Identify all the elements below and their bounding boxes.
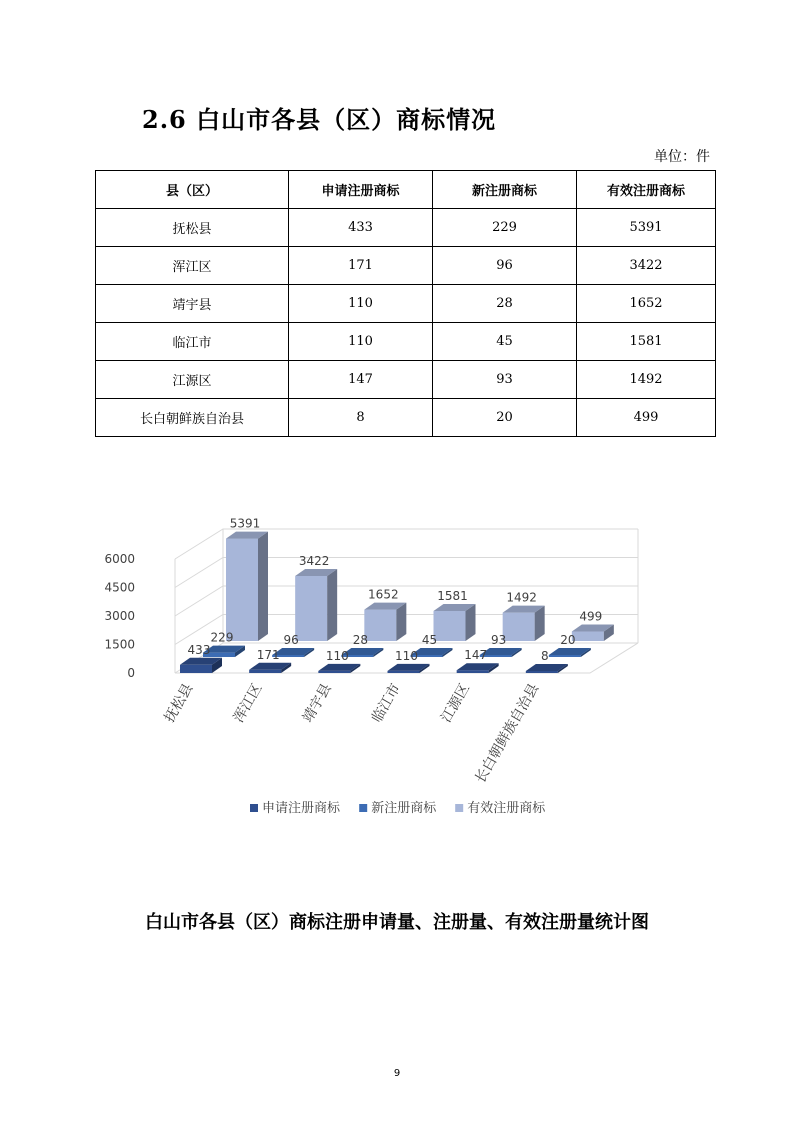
x-tick-label: 江源区 bbox=[438, 681, 474, 726]
bar bbox=[503, 613, 535, 641]
data-label: 8 bbox=[541, 649, 549, 663]
table-row bbox=[96, 399, 716, 437]
table-cell: 长白朝鲜族自治县 bbox=[96, 399, 289, 437]
header-county: 县（区） bbox=[96, 171, 289, 209]
x-tick-label: 靖宇县 bbox=[299, 681, 335, 726]
series-2 bbox=[226, 517, 614, 641]
table-cell: 5391 bbox=[577, 209, 716, 247]
chart-legend bbox=[250, 800, 546, 816]
bar bbox=[318, 671, 350, 673]
table-cell: 499 bbox=[577, 399, 716, 437]
table-cell: 433 bbox=[289, 209, 433, 247]
bar-side bbox=[327, 569, 337, 641]
table-cell: 3422 bbox=[577, 247, 716, 285]
header-new-registrations: 新注册商标 bbox=[433, 171, 577, 209]
data-label: 1652 bbox=[368, 587, 399, 602]
legend-label: 新注册商标 bbox=[371, 801, 437, 816]
trademark-3d-bar-chart bbox=[95, 480, 695, 850]
bar bbox=[180, 665, 212, 673]
y-tick-label: 1500 bbox=[104, 637, 135, 652]
table-row bbox=[96, 209, 716, 247]
table-cell: 1492 bbox=[577, 361, 716, 399]
table-cell: 8 bbox=[289, 399, 433, 437]
data-label: 229 bbox=[210, 630, 234, 645]
section-title: 2.6 白山市各县（区）商标情况 bbox=[142, 105, 497, 134]
data-label: 171 bbox=[256, 647, 280, 662]
table-cell: 浑江区 bbox=[96, 247, 289, 285]
data-label: 45 bbox=[421, 633, 438, 647]
page-number: 9 bbox=[393, 1068, 401, 1079]
y-tick-label: 0 bbox=[127, 666, 135, 680]
bar bbox=[364, 610, 396, 641]
bar bbox=[226, 539, 258, 641]
table-cell: 抚松县 bbox=[96, 209, 289, 247]
table-row bbox=[96, 247, 716, 285]
table-row bbox=[96, 285, 716, 323]
table-cell: 20 bbox=[433, 399, 577, 437]
table-cell: 28 bbox=[433, 285, 577, 323]
data-label: 5391 bbox=[229, 516, 261, 531]
unit-label: 单位：件 bbox=[654, 149, 710, 165]
header-applications: 申请注册商标 bbox=[289, 171, 433, 209]
bar-side bbox=[258, 532, 268, 641]
table-header-row bbox=[96, 171, 716, 209]
data-label: 20 bbox=[560, 633, 576, 647]
table-cell: 110 bbox=[289, 285, 433, 323]
legend-label: 有效注册商标 bbox=[467, 801, 546, 816]
table-cell: 171 bbox=[289, 247, 433, 285]
table-cell: 93 bbox=[433, 361, 577, 399]
bar bbox=[249, 670, 281, 673]
legend-swatch bbox=[455, 804, 463, 812]
legend-label: 申请注册商标 bbox=[262, 801, 341, 816]
data-label: 499 bbox=[579, 609, 603, 624]
bar bbox=[457, 670, 489, 673]
table-row bbox=[96, 361, 716, 399]
bar bbox=[526, 671, 558, 673]
x-tick-label: 抚松县 bbox=[161, 681, 197, 726]
data-label: 110 bbox=[325, 648, 349, 663]
table-cell: 147 bbox=[289, 361, 433, 399]
data-label: 147 bbox=[464, 648, 488, 663]
y-tick-label: 6000 bbox=[104, 552, 135, 566]
data-label: 1492 bbox=[506, 590, 537, 605]
data-label: 3422 bbox=[298, 553, 330, 568]
table-cell: 110 bbox=[289, 323, 433, 361]
data-label: 110 bbox=[395, 648, 418, 663]
bar bbox=[572, 632, 604, 641]
header-valid-registrations: 有效注册商标 bbox=[577, 171, 716, 209]
data-label: 93 bbox=[491, 633, 507, 647]
legend-swatch bbox=[359, 804, 367, 812]
bar bbox=[549, 655, 581, 657]
trademark-table bbox=[95, 170, 716, 437]
x-tick-label: 长白朝鲜族自治县 bbox=[472, 681, 543, 786]
y-tick-label: 3000 bbox=[104, 609, 135, 623]
data-label: 28 bbox=[352, 633, 368, 647]
table-cell: 96 bbox=[433, 247, 577, 285]
table-cell: 临江市 bbox=[96, 323, 289, 361]
data-label: 433 bbox=[187, 642, 211, 657]
table-cell: 江源区 bbox=[96, 361, 289, 399]
table-cell: 229 bbox=[433, 209, 577, 247]
y-tick-label: 4500 bbox=[104, 580, 135, 595]
table-cell: 1652 bbox=[577, 285, 716, 323]
bar bbox=[295, 576, 327, 641]
table-row bbox=[96, 323, 716, 361]
x-tick-label: 临江市 bbox=[369, 681, 404, 726]
figure-caption: 白山市各县（区）商标注册申请量、注册量、有效注册量统计图 bbox=[145, 912, 649, 933]
bar bbox=[434, 611, 466, 641]
bar bbox=[388, 671, 420, 673]
legend-swatch bbox=[250, 804, 258, 812]
data-label: 96 bbox=[283, 633, 299, 647]
x-tick-label: 浑江区 bbox=[230, 681, 266, 726]
table-cell: 靖宇县 bbox=[96, 285, 289, 323]
data-label: 1581 bbox=[437, 588, 468, 603]
table-cell: 1581 bbox=[577, 323, 716, 361]
table-cell: 45 bbox=[433, 323, 577, 361]
